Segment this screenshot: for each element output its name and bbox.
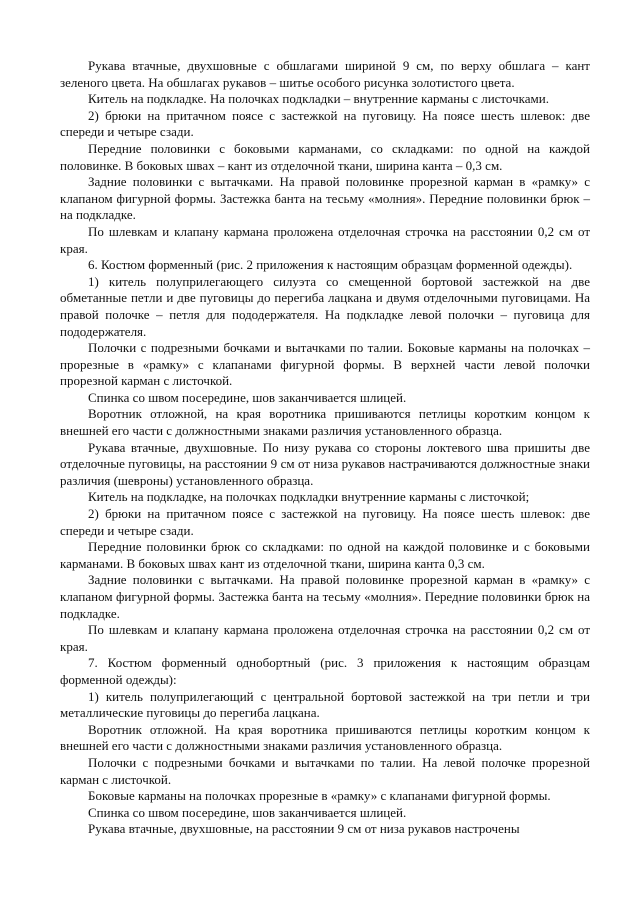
paragraph: Спинка со швом посередине, шов заканчивается шлицей.	[88, 389, 407, 405]
paragraph: 6. Костюм форменный (рис. 2 приложения к настоящим образцам форменной одежды).	[88, 257, 573, 273]
paragraph: Задние половинки с вытачками. На правой половинке прорезной карман в «рамку» с клапаном фигурной формы. Застежка банта на тесьму «молния». Передние половинки брюк на подкладке.	[60, 572, 590, 621]
paragraph: Китель на подкладке, на полочках подкладки внутренние карманы с листочкой;	[88, 489, 530, 505]
paragraph: Воротник отложной, на края воротника пришиваются петлицы коротким концом к внешней его части с должностными знаками различия установленного образца.	[60, 406, 590, 439]
paragraph: Рукава втачные, двухшовные, на расстоянии 9 см от низа рукавов настрочены	[88, 821, 520, 837]
paragraph: 1) китель полуприлегающий с центральной бортовой застежкой на три петли и три металлические пуговицы до перегиба лацкана.	[60, 688, 590, 721]
paragraph: Рукава втачные, двухшовные с обшлагами шириной 9 см, по верху обшлага – кант зеленого цвета. На обшлагах рукавов – шитье особого рисунка золотистого цвета.	[60, 58, 590, 90]
paragraph: Боковые карманы на полочках прорезные в «рамку» с клапанами фигурной формы.	[88, 788, 551, 804]
paragraph: Спинка со швом посередине, шов заканчивается шлицей.	[88, 804, 407, 820]
paragraph: Задние половинки с вытачками. На правой половинке прорезной карман в «рамку» с клапаном фигурной формы. Застежка банта на тесьму «молния». Передние половинки брюк – на подкладке.	[60, 174, 590, 223]
paragraph: 2) брюки на притачном поясе с застежкой на пуговицу. На поясе шесть шлевок: две спереди и четыре сзади.	[60, 107, 590, 140]
paragraph: Передние половинки брюк со складками: по одной на каждой половинке и с боковыми карманами. В боковых швах кант из отделочной ткани, ширина канта 0,3 см.	[60, 539, 590, 571]
paragraph: Передние половинки с боковыми карманами, со складками: по одной на каждой половинке. В боковых швах – кант из отделочной ткани, ширина канта – 0,3 см.	[60, 140, 590, 173]
paragraph: Воротник отложной. На края воротника пришиваются петлицы коротким концом к внешней его части с должностными знаками различия установленного образца.	[60, 721, 590, 754]
paragraph: По шлевкам и клапану кармана проложена отделочная строчка на расстоянии 0,2 см от края.	[60, 223, 590, 256]
paragraph: Рукава втачные, двухшовные. По низу рукава со стороны локтевого шва пришиты две отделочные пуговицы, на расстоянии 9 см от низа рукавов настрачиваются должностные знаки различия (шевроны) установленного образца.	[60, 439, 590, 488]
paragraph: Китель на подкладке. На полочках подкладки – внутренние карманы с листочками.	[88, 91, 549, 107]
document-page	[60, 58, 590, 838]
paragraph: 1) китель полуприлегающего силуэта со смещенной бортовой застежкой на две обметанные петли и две пуговицы до перегиба лацкана и двумя отделочными пуговицами. На правой полочке – петля для пододержателя. На подкладке левой полочки – пуговица для пододержателя.	[60, 273, 590, 339]
paragraph: 2) брюки на притачном поясе с застежкой на пуговицу. На поясе шесть шлевок: две спереди и четыре сзади.	[60, 506, 590, 538]
paragraph: 7. Костюм форменный однобортный (рис. 3 приложения к настоящим образцам форменной одежды):	[60, 655, 590, 687]
paragraph: Полочки с подрезными бочками и вытачками по талии. Боковые карманы на полочках – прорезные в «рамку» с клапанами фигурной формы. В верхней части левой полочки прорезной карман с листочкой.	[60, 340, 590, 389]
paragraph: Полочки с подрезными бочками и вытачками по талии. На левой полочке прорезной карман с листочкой.	[60, 754, 590, 787]
paragraph: По шлевкам и клапану кармана проложена отделочная строчка на расстоянии 0,2 см от края.	[60, 622, 590, 654]
